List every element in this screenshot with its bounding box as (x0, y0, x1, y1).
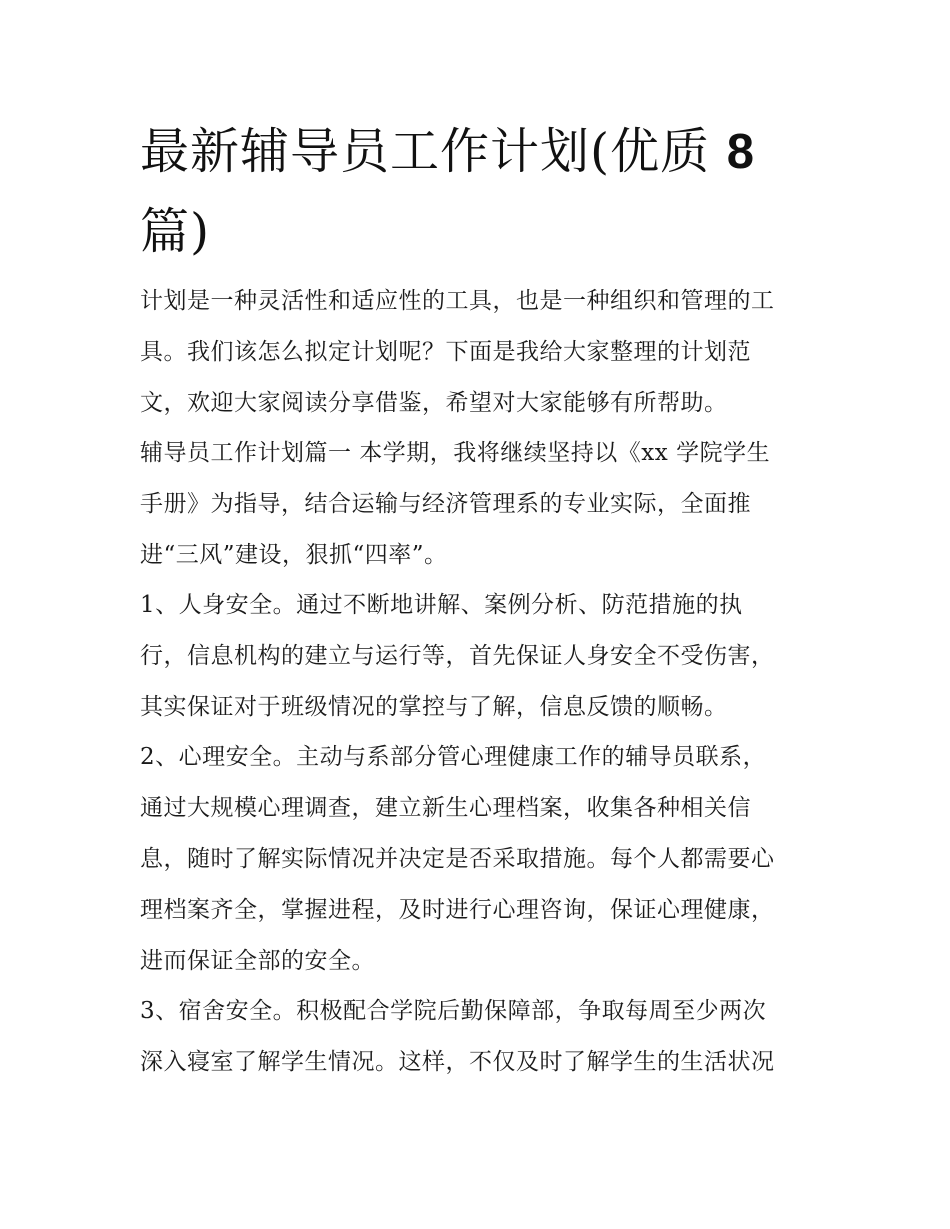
text-line: 1、人身安全。通过不断地讲解、案例分析、防范措施的执 (140, 592, 743, 618)
title-line: 最新辅导员工作计划(优质 8 (140, 123, 755, 180)
paragraph-personal-safety (140, 580, 820, 733)
text-line: 计划是一种灵活性和适应性的工具，也是一种组织和管理的工 (140, 288, 775, 314)
title-number: 8 (726, 125, 755, 179)
paragraph-plan-one (140, 428, 820, 581)
text-line: 2、心理安全。主动与系部分管心理健康工作的辅导员联系， (140, 744, 767, 770)
text-line: 进“三风”建设，狠抓“四率”。 (140, 542, 448, 568)
text-line: 手册》为指导，结合运输与经济管理系的专业实际，全面推 (140, 491, 751, 517)
document-title (140, 112, 820, 272)
text-line: 深入寝室了解学生情况。这样，不仅及时了解学生的生活状况 (140, 1049, 775, 1075)
paragraph-dorm-safety (140, 986, 820, 1088)
paragraph-intro (140, 276, 820, 429)
text-line: 文，欢迎大家阅读分享借鉴，希望对大家能够有所帮助。 (140, 390, 728, 416)
paragraph-mental-safety (140, 732, 820, 987)
text-line: 具。我们该怎么拟定计划呢？下面是我给大家整理的计划范 (140, 339, 751, 365)
text-line: 息，随时了解实际情况并决定是否采取措施。每个人都需要心 (140, 846, 775, 872)
text-line: 通过大规模心理调查，建立新生心理档案，收集各种相关信 (140, 795, 751, 821)
text-line: 行，信息机构的建立与运行等，首先保证人身安全不受伤害， (140, 643, 775, 669)
title-line: 篇) (140, 203, 211, 260)
text-line: 辅导员工作计划篇一 本学期，我将继续坚持以《xx 学院学生 (140, 440, 771, 466)
text-line: 3、宿舍安全。积极配合学院后勤保障部，争取每周至少两次 (140, 998, 767, 1024)
text-line: 理档案齐全，掌握进程，及时进行心理咨询，保证心理健康， (140, 897, 775, 923)
text-line: 其实保证对于班级情况的掌控与了解，信息反馈的顺畅。 (140, 694, 728, 720)
text-line: 进而保证全部的安全。 (140, 948, 375, 974)
